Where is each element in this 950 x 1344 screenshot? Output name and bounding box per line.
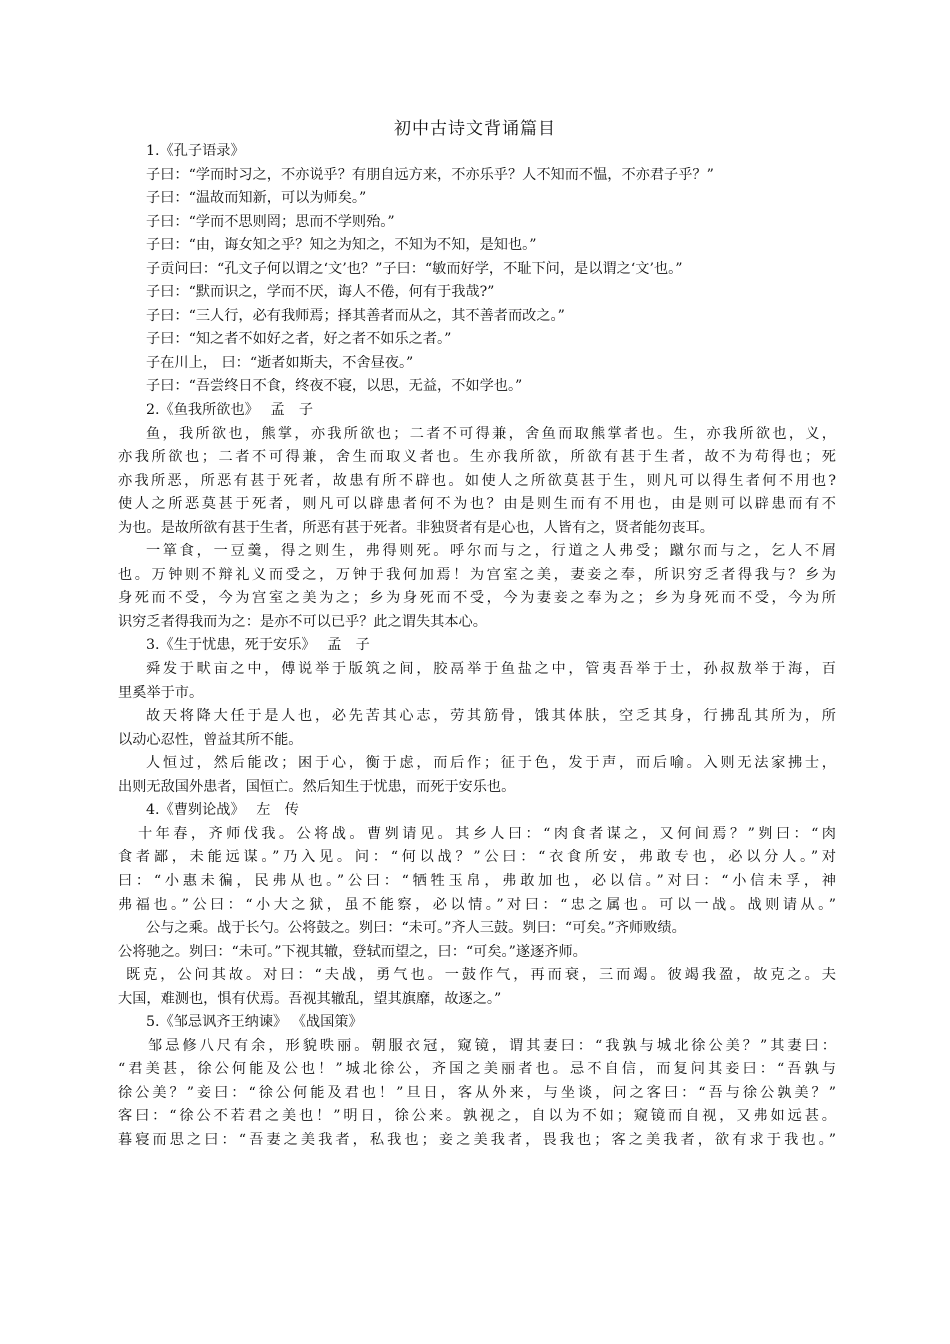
text-line: 食者鄙，未能远谋。”乃入见。问：“何以战？”公曰：“衣食所安，弗敢专也，必以分人。”对 — [118, 849, 836, 866]
text-line: 识穷乏者得我而为之：是亦不可以已乎？此之谓失其本心。 — [118, 613, 487, 630]
text-line: 子曰：“学而不思则罔；思而不学则殆。” — [146, 213, 395, 230]
text-line: 亦我所恶，所恶有甚于死者，故患有所不辟也。如使人之所欲莫甚于生，则凡可以得生者何不用也? — [118, 472, 836, 489]
text-line: 子曰：“吾尝终日不食，终夜不寝，以思，无益，不如学也。” — [146, 378, 523, 395]
text-line: 公将驰之。刿曰：“未可。”下视其辙，登轼而望之，曰：“可矣。”遂逐齐师。 — [118, 943, 587, 960]
section-heading: 5.《邹忌讽齐王纳谏》 《战国策》 — [146, 1014, 363, 1031]
text-line: 徐公美？”妾曰：“徐公何能及君也！”旦日，客从外来，与坐谈，问之客曰：“吾与徐公孰美？” — [118, 1084, 836, 1101]
text-line: 既克，公问其故。对曰：“夫战，勇气也。一鼓作气，再而衰，三而竭。彼竭我盈，故克之。夫 — [126, 967, 836, 984]
text-line: 故天将降大任于是人也，必先苦其心志，劳其筋骨，饿其体肤，空乏其身，行拂乱其所为，所 — [146, 708, 836, 725]
text-line: 身死而不受，今为宫室之美为之；乡为身死而不受，今为妻妾之奉为之；乡为身死而不受，今为所 — [118, 590, 836, 607]
text-line: 子曰：“学而时习之，不亦说乎？有朋自远方来，不亦乐乎？人不知而不愠，不亦君子乎？” — [146, 166, 714, 183]
text-line: 子贡问曰：“孔文子何以谓之‘文’也？”子曰：“敏而好学，不耻下问，是以谓之‘文’也。” — [146, 260, 683, 277]
text-line: 大国，难测也，惧有伏焉。吾视其辙乱，望其旗靡，故逐之。” — [118, 990, 502, 1007]
section-heading: 3.《生于忧患，死于安乐》 孟 子 — [146, 637, 370, 654]
section-heading: 2.《鱼我所欲也》 孟 子 — [146, 402, 314, 419]
text-line: 子曰：“由，诲女知之乎？知之为知之，不知为不知，是知也。” — [146, 237, 537, 254]
text-line: 暮寝而思之曰：“吾妻之美我者，私我也；妾之美我者，畏我也；客之美我者，欲有求于我也。” — [118, 1131, 836, 1148]
section-heading: 1.《孔子语录》 — [146, 143, 245, 159]
text-line: 子曰：“三人行，必有我师焉；择其善者而从之，其不善者而改之。” — [146, 307, 565, 324]
text-line: 亦我所欲也；二者不可得兼，舍生而取义者也。生亦我所欲，所欲有甚于生者，故不为苟得也；死 — [118, 449, 836, 466]
section-heading: 4.《曹刿论战》 左 传 — [146, 802, 299, 819]
text-line: 以动心忍性，曾益其所不能。 — [118, 731, 303, 748]
text-line: 一箪食，一豆羹，得之则生，弗得则死。呼尔而与之，行道之人弗受；蹴尔而与之，乞人不屑 — [146, 543, 836, 560]
document-body — [118, 140, 836, 1153]
text-line: 舜发于畎亩之中，傅说举于版筑之间，胶鬲举于鱼盐之中，管夷吾举于士，孙叔敖举于海，百 — [146, 661, 836, 678]
text-line: 出则无敌国外患者，国恒亡。然后知生于忧患，而死于安乐也。 — [118, 778, 516, 795]
text-line: 人恒过，然后能改；困于心，衡于虑，而后作；征于色，发于声，而后喻。入则无法家拂士， — [146, 755, 836, 772]
text-line: 里奚举于市。 — [118, 684, 204, 701]
page-title: 初中古诗文背诵篇目 — [394, 119, 556, 139]
text-line: 公与之乘。战于长勺。公将鼓之。刿曰：“未可。”齐人三鼓。刿曰：“可矣。”齐师败绩。 — [146, 920, 686, 937]
text-line: 为也。是故所欲有甚于生者，所恶有甚于死者。非独贤者有是心也，人皆有之，贤者能勿丧耳。 — [118, 519, 714, 536]
text-line: 弗福也。”公曰：“小大之狱，虽不能察，必以情。”对曰：“忠之属也。可以一战。战则请从。” — [118, 896, 836, 913]
text-line: 使人之所恶莫甚于死者，则凡可以辟患者何不为也？由是则生而有不用也，由是则可以辟患而有不 — [118, 496, 836, 513]
text-line: 子曰：“知之者不如好之者，好之者不如乐之者。” — [146, 331, 452, 348]
text-line: 十年春，齐师伐我。公将战。曹刿请见。其乡人曰：“肉食者谋之，又何间焉？”刿曰：“肉 — [138, 825, 836, 842]
text-line: 也。万钟则不辩礼义而受之，万钟于我何加焉！为宫室之美，妻妾之奉，所识穷乏者得我与？乡为 — [118, 566, 836, 583]
text-line: 鱼，我所欲也，熊掌，亦我所欲也；二者不可得兼，舍鱼而取熊掌者也。生，亦我所欲也，义， — [146, 425, 836, 442]
text-line: 子曰：“默而识之，学而不厌，诲人不倦，何有于我哉?” — [146, 284, 495, 301]
text-line: “君美甚，徐公何能及公也！”城北徐公，齐国之美丽者也。忌不自信，而复问其妾曰：“吾孰与 — [118, 1061, 836, 1078]
text-line: 客曰：“徐公不若君之美也！”明日，徐公来。孰视之，自以为不如；窥镜而自视，又弗如远甚。 — [118, 1108, 836, 1125]
text-line: 曰：“小惠未徧，民弗从也。”公曰：“牺牲玉帛，弗敢加也，必以信。”对曰：“小信未孚，神 — [118, 872, 836, 889]
text-line: 邹忌修八尺有余，形貌昳丽。朝服衣冠，窥镜，谓其妻曰：“我孰与城北徐公美？”其妻曰： — [148, 1037, 836, 1054]
text-line: 子曰：“温故而知新，可以为师矣。” — [146, 190, 367, 207]
text-line: 子在川上， 曰：“逝者如斯夫，不舍昼夜。” — [146, 354, 414, 371]
